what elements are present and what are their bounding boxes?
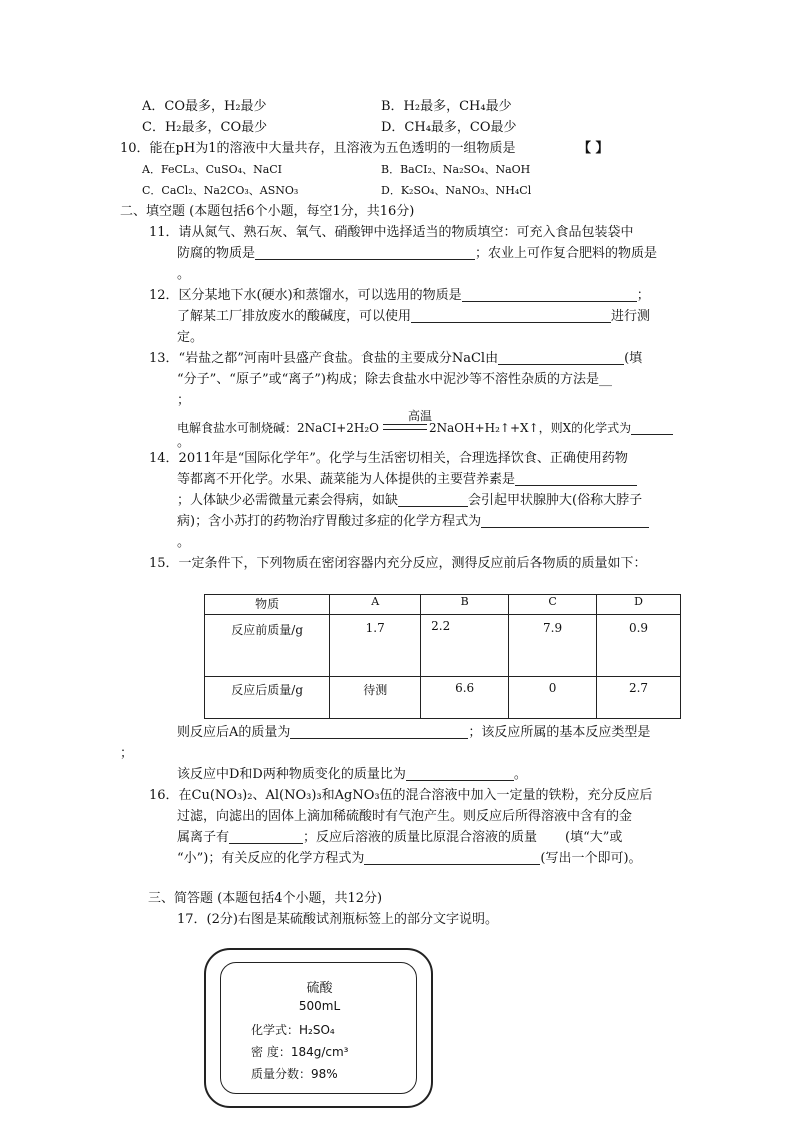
q13-condition-label: 高温 [408,409,433,423]
q14-line3 [177,492,642,510]
q11-text-a: 防腐的物质是 [177,246,256,261]
q13-blank-2[interactable] [631,420,673,435]
q16-blank-2[interactable] [537,830,565,844]
section3-title: 三、简答题 (本题包括4个小题，共12分) [148,891,383,906]
q13-text-d: 2NaOH+H₂↑+X↑，则X的化学式为 [429,421,632,435]
q10-option-c: C．CaCl₂、Na2CO₃、ASNO₃ [142,184,299,197]
q15-after-line1 [177,724,650,742]
table-cell: 待测 [330,677,421,719]
q16-line3 [177,829,622,847]
q12-line1 [149,287,650,305]
q14-blank-3[interactable] [481,513,649,528]
label-density-caption: 密 度： [251,1045,291,1059]
label-density-value: 184g/cm³ [290,1045,349,1059]
q16-line1: 16．在Cu(NO₃)₂、Al(NO₃)₃和AgNO₃伍的混合溶液中加入一定量的铁粉，充分反应后 [149,788,653,803]
label-fraction-caption: 质量分数： [251,1067,312,1081]
q12-line2 [177,308,650,326]
q14-blank-2[interactable] [398,492,468,507]
q16-blank-1[interactable] [229,829,303,844]
q14-line1: 14．2011年是“国际化学年”。化学与生活密切相关，合理选择饮食、正确使用药物 [149,451,628,466]
table-cell: 0 [509,677,597,719]
table-cell: 2.7 [597,677,681,719]
table-cell: 1.7 [330,615,421,677]
q10-option-b: B．BaCI₂、Na₂SO₄、NaOH [381,163,531,176]
q14-line4 [177,513,649,531]
q10-stem: 10．能在pH为1的溶液中大量共存，且溶液为五色透明的一组物质是 [120,141,516,156]
table-cell: 0.9 [597,615,681,677]
table-row [205,677,681,719]
q11-blank-1[interactable] [255,245,475,260]
q13-text-c: 电解食盐水可制烧碱：2NaCI+2H₂O [177,421,380,435]
q12-blank-1[interactable] [462,287,637,302]
q15-text-c: 该反应中D和D两种物质变化的质量比为 [177,767,406,782]
q15-after-line3 [177,766,527,784]
table-header-cell: B [421,595,509,615]
label-density-row [251,1043,349,1060]
q15-text-a: 则反应后A的质量为 [177,725,291,740]
q15-after-line2: ； [120,746,134,761]
q16-line2: 过滤，向滤出的固体上滴加稀硫酸时有气泡产生。则反应后所得溶液中含有的金 [177,809,633,824]
q16-blank-3[interactable] [364,850,540,865]
table-cell: 反应前质量/g [205,615,330,677]
bottle-label-outer-frame [204,948,433,1108]
q11-line1: 11．请从氮气、熟石灰、氧气、硝酸钾中选择适当的物质填空：可充入食品包装袋中 [149,225,634,240]
q16-text-c: (填“大”或 [565,830,623,845]
table-header-cell: 物质 [205,595,330,615]
q15-mass-table [204,594,681,719]
q13-line5: 。 [177,435,191,450]
q15-text-d: 。 [513,767,527,782]
table-header-cell: C [509,595,597,615]
q16-text-b: ；反应后溶液的质量比原混合溶液的质量 [303,830,538,845]
q13-line3: ； [177,393,191,408]
q17-stem: 17．(2分)右图是某硫酸试剂瓶标签上的部分文字说明。 [177,912,498,927]
q9-option-a: A．CO最多，H₂最少 [142,99,267,114]
label-fraction-value: 98% [311,1067,338,1081]
q15-text-b: ；该反应所属的基本反应类型是 [468,725,651,740]
bottle-label-inner-frame [220,962,417,1094]
label-volume: 500mL [298,999,341,1013]
label-product-name: 硫酸 [306,981,333,996]
table-cell: 7.9 [509,615,597,677]
q14-text-a: 等都离不开化学。水果、蔬菜能为人体提供的主要营养素是 [177,472,516,487]
q12-blank-2[interactable] [411,308,611,323]
q16-line4 [177,850,642,868]
q12-text-d: 进行测 [611,309,651,324]
q15-blank-1[interactable] [290,724,468,739]
table-header-row [205,595,681,615]
q12-text-b: ； [636,288,650,303]
label-fraction-row [251,1065,338,1082]
q10-option-a: A．FeCL₃、CuSO₄、NaCI [142,163,283,176]
q14-text-b: ；人体缺少必需微量元素会得病，如缺 [177,493,399,508]
q16-text-d: “小”)；有关反应的化学方程式为 [177,851,365,866]
q10-option-d: D．K₂SO₄、NaNO₃、NH₄Cl [381,184,532,197]
q10-answer-bracket: 【 】 [578,141,609,156]
label-formula-caption: 化学式： [251,1023,300,1037]
q14-text-c: 会引起甲状腺肿大(俗称大脖子 [468,493,643,508]
q13-line1 [149,350,642,368]
q13-text-a: 13．“岩盐之都”河南叶县盛产食盐。食盐的主要成分NaCl由 [149,351,499,366]
section2-title: 二、填空题 (本题包括6个小题，每空1分，共16分) [120,204,415,219]
q13-line2: “分子”、“原子”或“离子”)构成；除去食盐水中泥沙等不溶性杂质的方法是__ [177,372,612,387]
q13-line4 [177,419,673,438]
q9-option-c: C．H₂最多，CO最少 [142,120,268,135]
q15-stem: 15．一定条件下，下列物质在密闭容器内充分反应，测得反应前后各物质的质量如下： [149,556,647,571]
q15-blank-2[interactable] [406,766,514,781]
q16-text-e: (写出一个即可)。 [540,851,642,866]
table-cell: 6.6 [421,677,509,719]
q12-text-a: 12．区分某地下水(硬水)和蒸馏水，可以选用的物质是 [149,288,462,303]
q14-line2 [177,471,637,489]
q11-text-b: ；农业上可作复合肥料的物质是 [475,246,658,261]
q9-option-d: D．CH₄最多，CO最少 [381,120,517,135]
q13-text-b: (填 [624,351,643,366]
q12-text-c: 了解某工厂排放废水的酸碱度，可以使用 [177,309,412,324]
table-cell: 反应后质量/g [205,677,330,719]
table-row [205,615,681,677]
label-formula-row [251,1021,335,1038]
label-formula-value: H₂SO₄ [299,1023,335,1037]
table-cell: 2.2 [421,615,509,677]
q12-line3: 定。 [177,330,204,345]
q11-line3: 。 [177,267,191,282]
q14-text-d: 病)；含小苏打的药物治疗胃酸过多症的化学方程式为 [177,514,482,529]
q16-text-a: 属离子有 [177,830,230,845]
q9-option-b: B．H₂最多，CH₄最少 [381,99,512,114]
q14-line5: 。 [177,535,191,550]
table-header-cell: A [330,595,421,615]
table-header-cell: D [597,595,681,615]
q13-blank-1[interactable] [498,350,624,365]
q11-line2 [177,245,657,263]
q14-blank-1[interactable] [515,471,637,486]
